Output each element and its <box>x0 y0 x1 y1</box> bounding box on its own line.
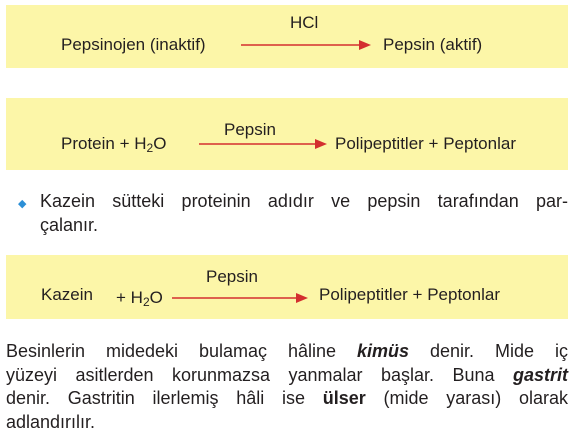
reaction-product: Polipeptitler + Peptonlar <box>319 285 500 304</box>
reaction-arrow-icon <box>241 39 371 51</box>
reaction-catalyst: HCl <box>290 13 319 32</box>
keyword-gastrit: gastrit <box>512 364 568 385</box>
reaction-product: Pepsin (aktif) <box>383 35 483 54</box>
reaction-box-pepsinogen <box>6 5 568 68</box>
reaction-box-protein <box>6 98 568 170</box>
body-paragraph: Besinlerin midedeki bulamaç hâline kimüs denir. Mide iç yüzeyi asitlerden korunmazsa yanmalar başlar. Buna gastrit denir. Gastritin ilerlemiş hâli ise ülser (mide yarası) olarak adlandırılır. <box>6 341 568 432</box>
reaction-water: + $H_2O$ <box>116 288 163 309</box>
keyword-ulser: ülser <box>322 388 366 408</box>
reaction-reactant: Protein + $H_2O$ <box>61 134 167 155</box>
reaction-catalyst: Pepsin <box>206 267 258 286</box>
reaction-reactant: Kazein <box>41 285 93 304</box>
reaction-reactant: Pepsinojen (inaktif) <box>61 35 206 54</box>
reaction-catalyst: Pepsin <box>224 120 276 139</box>
keyword-kimus: kimüs <box>357 341 410 361</box>
reaction-arrow-icon <box>199 138 327 150</box>
bullet-text: Kazein sütteki proteinin adıdır ve pepsin tarafından par- çalanır. <box>40 191 568 235</box>
bullet-diamond-icon: ◆ <box>18 198 27 210</box>
reaction-arrow-icon <box>172 292 308 304</box>
reaction-box-casein <box>6 255 568 319</box>
reaction-product: Polipeptitler + Peptonlar <box>335 134 516 153</box>
